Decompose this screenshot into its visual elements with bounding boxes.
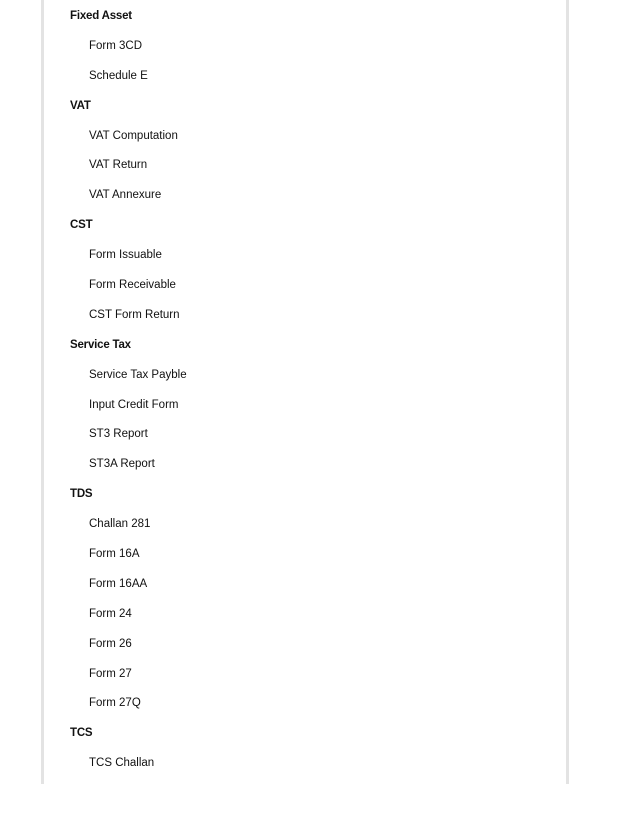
section-heading-fixed-asset: Fixed Asset (70, 10, 132, 22)
list-item-form-27: Form 27 (89, 667, 132, 680)
list-item-challan-281: Challan 281 (89, 518, 151, 531)
list-item-form-3cd: Form 3CD (89, 39, 143, 52)
section-heading-vat: VAT (70, 99, 91, 112)
list-item-schedule-e: Schedule E (89, 69, 148, 82)
list-item-st3-report: ST3 Report (89, 428, 148, 441)
page-right-border (566, 0, 569, 784)
list-item-form-16a: Form 16A (89, 548, 140, 561)
list-item-vat-return: VAT Return (89, 159, 148, 172)
list-item-service-tax-payble: Service Tax Payble (89, 368, 187, 381)
list-item-vat-annexure: VAT Annexure (89, 189, 162, 202)
list-item-cst-form-return: CST Form Return (89, 308, 180, 321)
list-item-form-24: Form 24 (89, 607, 132, 620)
page-left-border (41, 0, 44, 784)
report-menu-list (70, 7, 187, 784)
list-item-input-credit-form: Input Credit Form (89, 398, 179, 411)
list-item-form-issuable: Form Issuable (89, 249, 162, 262)
list-item-form-26: Form 26 (89, 637, 132, 650)
list-item-form-16aa: Form 16AA (89, 577, 148, 590)
list-item-st3a-report: ST3A Report (89, 458, 155, 471)
section-heading-service-tax: Service Tax (70, 338, 131, 351)
list-item-vat-computation: VAT Computation (89, 129, 178, 142)
section-heading-tcs: TCS (70, 727, 93, 740)
section-heading-cst: CST (70, 219, 93, 232)
section-heading-tds: TDS (70, 488, 93, 501)
list-item-form-27q: Form 27Q (89, 697, 141, 710)
list-item-tcs-challan: TCS Challan (89, 757, 155, 770)
list-item-form-receivable: Form Receivable (89, 279, 176, 292)
